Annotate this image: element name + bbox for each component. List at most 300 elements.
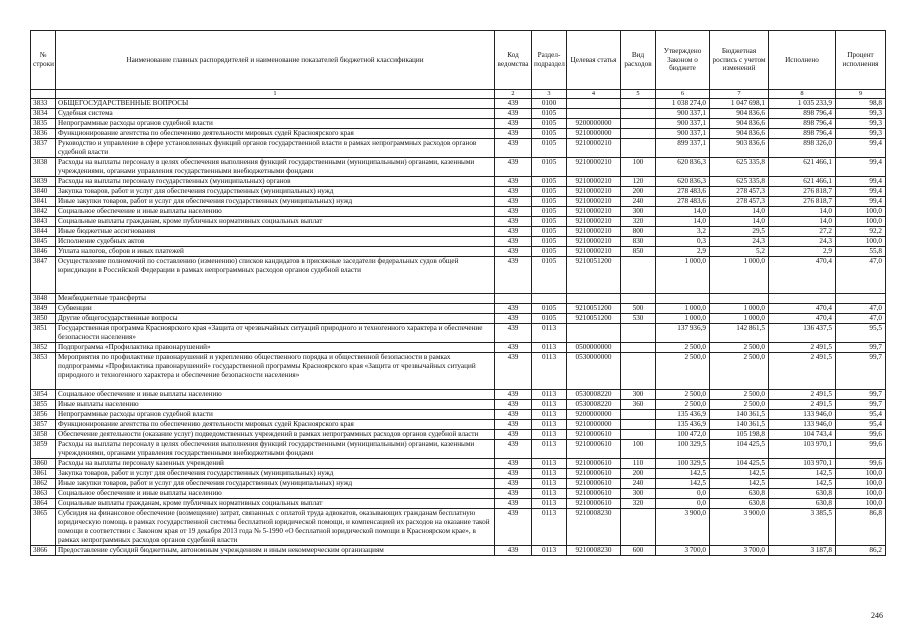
row-number-cell: 3863: [31, 489, 56, 499]
row-number-cell: 3849: [31, 304, 56, 314]
dept-code-cell: 439: [495, 197, 532, 207]
row-name-cell: Иные закупки товаров, работ и услуг для обеспечения государственных (муниципальных) нужд: [56, 479, 495, 489]
row-number-cell: 3858: [31, 430, 56, 440]
approved-amount-cell: 0,0: [656, 489, 710, 499]
table-row: [31, 430, 886, 440]
schedule-amount-cell: 5,2: [710, 247, 769, 257]
section-cell: 0113: [532, 353, 567, 390]
header-percent: Процент исполнения: [836, 31, 886, 90]
row-name-cell: Предоставление субсидий бюджетным, автономным учреждениям и иным некоммерческим организациям: [56, 546, 495, 556]
percent-cell: 99,7: [836, 400, 886, 410]
row-number-cell: 3846: [31, 247, 56, 257]
schedule-amount-cell: 3 700,0: [710, 546, 769, 556]
section-cell: 0105: [532, 158, 567, 177]
row-name-cell: Расходы на выплаты персоналу в целях обеспечения выполнения функций государственными (муниципальными) органами, казенными учреждениями, органами управления государственными внебюджетными фондами: [56, 440, 495, 459]
header-row-number: № строки: [31, 31, 56, 90]
section-cell: 0105: [532, 237, 567, 247]
row-number-cell: 3839: [31, 177, 56, 187]
approved-amount-cell: 278 483,6: [656, 187, 710, 197]
target-article-cell: 0530008220: [567, 390, 621, 400]
schedule-amount-cell: 1 000,0: [710, 304, 769, 314]
row-number-cell: 3842: [31, 207, 56, 217]
percent-cell: 99,6: [836, 459, 886, 469]
dept-code-cell: 439: [495, 430, 532, 440]
page-number: 246: [871, 611, 883, 620]
dept-code-cell: 439: [495, 509, 532, 546]
budget-execution-table: [30, 30, 886, 556]
row-name-cell: Функционирование агентства по обеспечению деятельности мировых судей Красноярского края: [56, 420, 495, 430]
row-number-cell: 3866: [31, 546, 56, 556]
table-row: [31, 546, 886, 556]
budget-table-sheet: [30, 30, 885, 556]
row-name-cell: Исполнение судебных актов: [56, 237, 495, 247]
row-name-cell: Другие общегосударственные вопросы: [56, 314, 495, 324]
percent-cell: 99,3: [836, 119, 886, 129]
percent-cell: 100,0: [836, 469, 886, 479]
table-row: [31, 217, 886, 227]
expense-type-cell: 850: [621, 247, 656, 257]
approved-amount-cell: 2 500,0: [656, 343, 710, 353]
dept-code-cell: 439: [495, 227, 532, 237]
column-number: 9: [836, 90, 886, 99]
row-name-cell: Подпрограмма «Профилактика правонарушений»: [56, 343, 495, 353]
approved-amount-cell: 3 700,0: [656, 546, 710, 556]
approved-amount-cell: 620 836,3: [656, 158, 710, 177]
expense-type-cell: 100: [621, 440, 656, 459]
expense-type-cell: [621, 257, 656, 294]
expense-type-cell: 300: [621, 489, 656, 499]
executed-amount-cell: 142,5: [769, 469, 836, 479]
approved-amount-cell: 100 329,5: [656, 440, 710, 459]
target-article-cell: 9210051200: [567, 304, 621, 314]
executed-amount-cell: 3 187,8: [769, 546, 836, 556]
row-number-cell: 3860: [31, 459, 56, 469]
table-row: [31, 227, 886, 237]
dept-code-cell: 439: [495, 324, 532, 343]
percent-cell: 95,5: [836, 324, 886, 343]
section-cell: 0105: [532, 119, 567, 129]
row-name-cell: Обеспечение деятельности (оказание услуг) подведомственных учреждений в рамках непрограммных расходов органов судебной власти: [56, 430, 495, 440]
schedule-amount-cell: 142 861,5: [710, 324, 769, 343]
section-cell: 0113: [532, 509, 567, 546]
dept-code-cell: 439: [495, 353, 532, 390]
row-name-cell: Социальное обеспечение и иные выплаты населению: [56, 489, 495, 499]
section-cell: 0113: [532, 324, 567, 343]
row-number-cell: 3834: [31, 109, 56, 119]
table-row: [31, 304, 886, 314]
target-article-cell: 9210000610: [567, 489, 621, 499]
executed-amount-cell: 898 796,4: [769, 109, 836, 119]
row-number-cell: 3862: [31, 479, 56, 489]
percent-cell: 99,7: [836, 390, 886, 400]
dept-code-cell: 439: [495, 217, 532, 227]
dept-code-cell: 439: [495, 109, 532, 119]
expense-type-cell: [621, 294, 656, 304]
expense-type-cell: [621, 129, 656, 139]
section-cell: 0113: [532, 459, 567, 469]
executed-amount-cell: 2 491,5: [769, 353, 836, 390]
section-cell: 0105: [532, 139, 567, 158]
executed-amount-cell: 898 796,4: [769, 119, 836, 129]
schedule-amount-cell: 625 335,8: [710, 177, 769, 187]
target-article-cell: 9210000210: [567, 227, 621, 237]
expense-type-cell: [621, 119, 656, 129]
approved-amount-cell: 2 500,0: [656, 353, 710, 390]
approved-amount-cell: 899 337,1: [656, 139, 710, 158]
target-article-cell: 9210051200: [567, 257, 621, 294]
target-article-cell: 9210000210: [567, 158, 621, 177]
table-row: [31, 237, 886, 247]
table-row: [31, 440, 886, 459]
row-name-cell: Непрограммные расходы органов судебной власти: [56, 410, 495, 420]
schedule-amount-cell: 904 836,6: [710, 129, 769, 139]
schedule-amount-cell: 630,8: [710, 499, 769, 509]
approved-amount-cell: 3,2: [656, 227, 710, 237]
approved-amount-cell: 0,0: [656, 499, 710, 509]
executed-amount-cell: 630,8: [769, 489, 836, 499]
row-name-cell: Социальное обеспечение и иные выплаты населению: [56, 207, 495, 217]
header-row: [31, 31, 886, 90]
schedule-amount-cell: 142,5: [710, 479, 769, 489]
row-name-cell: Иные закупки товаров, работ и услуг для обеспечения государственных (муниципальных) нужд: [56, 197, 495, 207]
row-name-cell: Социальные выплаты гражданам, кроме публичных нормативных социальных выплат: [56, 499, 495, 509]
table-row: [31, 207, 886, 217]
row-number-cell: 3865: [31, 509, 56, 546]
approved-amount-cell: 900 337,1: [656, 129, 710, 139]
executed-amount-cell: 133 946,0: [769, 410, 836, 420]
row-number-cell: 3848: [31, 294, 56, 304]
table-row: [31, 294, 886, 304]
executed-amount-cell: 103 970,1: [769, 440, 836, 459]
schedule-amount-cell: 140 361,5: [710, 410, 769, 420]
target-article-cell: 9210000610: [567, 499, 621, 509]
dept-code-cell: 439: [495, 410, 532, 420]
expense-type-cell: [621, 509, 656, 546]
expense-type-cell: 320: [621, 217, 656, 227]
section-cell: 0105: [532, 207, 567, 217]
row-number-cell: 3864: [31, 499, 56, 509]
table-row: [31, 158, 886, 177]
schedule-amount-cell: 278 457,3: [710, 197, 769, 207]
row-name-cell: Функционирование агентства по обеспечению деятельности мировых судей Красноярского края: [56, 129, 495, 139]
approved-amount-cell: 14,0: [656, 217, 710, 227]
column-number: 5: [621, 90, 656, 99]
table-row: [31, 139, 886, 158]
schedule-amount-cell: 2 500,0: [710, 390, 769, 400]
header-name: Наименование главных распорядителей и наименование показателей бюджетной классификации: [56, 31, 495, 90]
dept-code-cell: [495, 294, 532, 304]
dept-code-cell: 439: [495, 499, 532, 509]
approved-amount-cell: 2 500,0: [656, 400, 710, 410]
approved-amount-cell: 137 936,9: [656, 324, 710, 343]
approved-amount-cell: 1 038 274,0: [656, 99, 710, 109]
row-number-cell: 3838: [31, 158, 56, 177]
expense-type-cell: 200: [621, 187, 656, 197]
dept-code-cell: 439: [495, 469, 532, 479]
row-name-cell: Закупка товаров, работ и услуг для обеспечения государственных (муниципальных) нужд: [56, 469, 495, 479]
header-section: Раздел-подраздел: [532, 31, 567, 90]
target-article-cell: 9210000000: [567, 420, 621, 430]
row-name-cell: Расходы на выплаты персоналу государственных (муниципальных) органов: [56, 177, 495, 187]
percent-cell: 95,4: [836, 410, 886, 420]
target-article-cell: 9210000210: [567, 237, 621, 247]
dept-code-cell: 439: [495, 139, 532, 158]
row-number-cell: 3835: [31, 119, 56, 129]
row-name-cell: Межбюджетные трансферты: [56, 294, 495, 304]
row-number-cell: 3854: [31, 390, 56, 400]
row-name-cell: Непрограммные расходы органов судебной власти: [56, 119, 495, 129]
table-row: [31, 489, 886, 499]
percent-cell: 86,8: [836, 509, 886, 546]
section-cell: 0105: [532, 247, 567, 257]
section-cell: 0105: [532, 314, 567, 324]
expense-type-cell: 830: [621, 237, 656, 247]
schedule-amount-cell: 1 000,0: [710, 257, 769, 294]
approved-amount-cell: 142,5: [656, 479, 710, 489]
percent-cell: 47,0: [836, 257, 886, 294]
target-article-cell: 9200000000: [567, 119, 621, 129]
column-number: 6: [656, 90, 710, 99]
section-cell: 0100: [532, 99, 567, 109]
executed-amount-cell: 621 466,1: [769, 177, 836, 187]
executed-amount-cell: 276 818,7: [769, 187, 836, 197]
section-cell: 0113: [532, 489, 567, 499]
dept-code-cell: 439: [495, 314, 532, 324]
table-row: [31, 390, 886, 400]
dept-code-cell: 439: [495, 257, 532, 294]
executed-amount-cell: 27,2: [769, 227, 836, 237]
dept-code-cell: 439: [495, 489, 532, 499]
table-row: [31, 109, 886, 119]
approved-amount-cell: 142,5: [656, 469, 710, 479]
target-article-cell: 9210000610: [567, 440, 621, 459]
schedule-amount-cell: 2 500,0: [710, 353, 769, 390]
approved-amount-cell: 0,3: [656, 237, 710, 247]
percent-cell: 99,4: [836, 158, 886, 177]
section-cell: 0113: [532, 440, 567, 459]
target-article-cell: 9210051200: [567, 314, 621, 324]
table-row: [31, 499, 886, 509]
row-number-cell: 3841: [31, 197, 56, 207]
table-row: [31, 197, 886, 207]
executed-amount-cell: 470,4: [769, 304, 836, 314]
approved-amount-cell: 14,0: [656, 207, 710, 217]
row-number-cell: 3847: [31, 257, 56, 294]
section-cell: 0113: [532, 546, 567, 556]
row-name-cell: Закупка товаров, работ и услуг для обеспечения государственных (муниципальных) нужд: [56, 187, 495, 197]
expense-type-cell: 240: [621, 197, 656, 207]
target-article-cell: 9210000610: [567, 430, 621, 440]
header-executed: Исполнено: [769, 31, 836, 90]
row-name-cell: Расходы на выплаты персоналу в целях обеспечения выполнения функций государственными (муниципальными) органами, казенными учреждениями, органами управления государственными внебюджетными фондами: [56, 158, 495, 177]
schedule-amount-cell: 14,0: [710, 217, 769, 227]
percent-cell: 100,0: [836, 217, 886, 227]
row-name-cell: Иные выплаты населению: [56, 400, 495, 410]
row-number-cell: 3833: [31, 99, 56, 109]
schedule-amount-cell: 14,0: [710, 207, 769, 217]
table-row: [31, 479, 886, 489]
column-number: 3: [532, 90, 567, 99]
target-article-cell: 9210008230: [567, 546, 621, 556]
approved-amount-cell: 100 329,5: [656, 459, 710, 469]
expense-type-cell: [621, 420, 656, 430]
section-cell: 0113: [532, 390, 567, 400]
executed-amount-cell: 2 491,5: [769, 390, 836, 400]
section-cell: 0113: [532, 479, 567, 489]
schedule-amount-cell: 104 425,5: [710, 459, 769, 469]
expense-type-cell: 300: [621, 390, 656, 400]
target-article-cell: 9210000210: [567, 217, 621, 227]
target-article-cell: 9210000210: [567, 177, 621, 187]
section-cell: 0113: [532, 469, 567, 479]
approved-amount-cell: 2,9: [656, 247, 710, 257]
target-article-cell: 0530008220: [567, 400, 621, 410]
schedule-amount-cell: 105 198,8: [710, 430, 769, 440]
target-article-cell: 0500000000: [567, 343, 621, 353]
row-name-cell: Субсидия на финансовое обеспечение (возмещение) затрат, связанных с оплатой труда адвокатов, оказывающих гражданам бесплатную юридическую помощь в рамках государственной системы бесплатной юридической помощи, и компенсацией их расходов на оказание такой помощи в соответствии с Законом края от 19 декабря 2013 года № 5-1990 «О бесплатной юридической помощи в Красноярском крае», в рамках непрограммных расходов органов судебной власти: [56, 509, 495, 546]
table-row: [31, 420, 886, 430]
dept-code-cell: 439: [495, 440, 532, 459]
column-number: 7: [710, 90, 769, 99]
percent-cell: 100,0: [836, 489, 886, 499]
executed-amount-cell: 133 946,0: [769, 420, 836, 430]
dept-code-cell: 439: [495, 129, 532, 139]
percent-cell: 99,4: [836, 187, 886, 197]
executed-amount-cell: 2 491,5: [769, 400, 836, 410]
dept-code-cell: 439: [495, 177, 532, 187]
schedule-amount-cell: 104 425,5: [710, 440, 769, 459]
dept-code-cell: 439: [495, 459, 532, 469]
target-article-cell: [567, 109, 621, 119]
section-cell: 0113: [532, 343, 567, 353]
target-article-cell: [567, 324, 621, 343]
column-number: 8: [769, 90, 836, 99]
percent-cell: [836, 294, 886, 304]
section-cell: 0113: [532, 400, 567, 410]
section-cell: 0105: [532, 109, 567, 119]
executed-amount-cell: 142,5: [769, 479, 836, 489]
schedule-amount-cell: 904 836,6: [710, 119, 769, 129]
table-row: [31, 187, 886, 197]
schedule-amount-cell: 24,3: [710, 237, 769, 247]
row-number-cell: 3837: [31, 139, 56, 158]
target-article-cell: 9210000000: [567, 129, 621, 139]
table-row: [31, 247, 886, 257]
dept-code-cell: 439: [495, 119, 532, 129]
executed-amount-cell: 103 970,1: [769, 459, 836, 469]
schedule-amount-cell: 140 361,5: [710, 420, 769, 430]
section-cell: 0105: [532, 217, 567, 227]
expense-type-cell: 360: [621, 400, 656, 410]
dept-code-cell: 439: [495, 390, 532, 400]
expense-type-cell: 100: [621, 158, 656, 177]
approved-amount-cell: 1 000,0: [656, 304, 710, 314]
schedule-amount-cell: 630,8: [710, 489, 769, 499]
target-article-cell: 9210000210: [567, 207, 621, 217]
section-cell: 0105: [532, 257, 567, 294]
row-number-cell: 3850: [31, 314, 56, 324]
row-name-cell: Судебная система: [56, 109, 495, 119]
row-number-cell: 3857: [31, 420, 56, 430]
row-number-cell: 3859: [31, 440, 56, 459]
row-name-cell: Иные бюджетные ассигнования: [56, 227, 495, 237]
schedule-amount-cell: 904 836,6: [710, 109, 769, 119]
executed-amount-cell: 2 491,5: [769, 343, 836, 353]
row-name-cell: Расходы на выплаты персоналу казенных учреждений: [56, 459, 495, 469]
target-article-cell: 9210000610: [567, 459, 621, 469]
executed-amount-cell: 470,4: [769, 257, 836, 294]
target-article-cell: 9210000210: [567, 139, 621, 158]
dept-code-cell: 439: [495, 400, 532, 410]
executed-amount-cell: 1 035 233,9: [769, 99, 836, 109]
column-number-row: [31, 90, 886, 99]
percent-cell: 99,6: [836, 440, 886, 459]
approved-amount-cell: 900 337,1: [656, 109, 710, 119]
section-cell: 0105: [532, 227, 567, 237]
dept-code-cell: 439: [495, 546, 532, 556]
expense-type-cell: [621, 109, 656, 119]
table-row: [31, 509, 886, 546]
executed-amount-cell: 136 437,5: [769, 324, 836, 343]
section-cell: 0105: [532, 304, 567, 314]
row-name-cell: Субвенции: [56, 304, 495, 314]
executed-amount-cell: 14,0: [769, 217, 836, 227]
section-cell: 0113: [532, 499, 567, 509]
row-number-cell: 3840: [31, 187, 56, 197]
expense-type-cell: [621, 99, 656, 109]
approved-amount-cell: 278 483,6: [656, 197, 710, 207]
approved-amount-cell: [656, 294, 710, 304]
column-number: 2: [495, 90, 532, 99]
expense-type-cell: 300: [621, 207, 656, 217]
approved-amount-cell: 1 000,0: [656, 257, 710, 294]
target-article-cell: [567, 99, 621, 109]
schedule-amount-cell: 142,5: [710, 469, 769, 479]
section-cell: 0113: [532, 420, 567, 430]
target-article-cell: 9210000210: [567, 187, 621, 197]
expense-type-cell: [621, 343, 656, 353]
table-row: [31, 400, 886, 410]
row-name-cell: Уплата налогов, сборов и иных платежей: [56, 247, 495, 257]
row-name-cell: Социальное обеспечение и иные выплаты населению: [56, 390, 495, 400]
column-number: 1: [56, 90, 495, 99]
target-article-cell: 9210000210: [567, 247, 621, 257]
percent-cell: 99,7: [836, 343, 886, 353]
percent-cell: 99,3: [836, 109, 886, 119]
schedule-amount-cell: 1 000,0: [710, 314, 769, 324]
dept-code-cell: 439: [495, 247, 532, 257]
dept-code-cell: 439: [495, 237, 532, 247]
percent-cell: 98,8: [836, 99, 886, 109]
expense-type-cell: [621, 324, 656, 343]
column-number: [31, 90, 56, 99]
percent-cell: 55,8: [836, 247, 886, 257]
target-article-cell: 0530000000: [567, 353, 621, 390]
table-row: [31, 314, 886, 324]
section-cell: 0105: [532, 197, 567, 207]
executed-amount-cell: 621 466,1: [769, 158, 836, 177]
approved-amount-cell: 900 337,1: [656, 119, 710, 129]
header-target-article: Целевая статья: [567, 31, 621, 90]
row-name-cell: Руководство и управление в сфере установленных функций органов государственной власти в рамках непрограммных расходов органов судебной власти: [56, 139, 495, 158]
percent-cell: 47,0: [836, 314, 886, 324]
schedule-amount-cell: 1 047 698,1: [710, 99, 769, 109]
schedule-amount-cell: 2 500,0: [710, 400, 769, 410]
target-article-cell: 9210000210: [567, 197, 621, 207]
percent-cell: 99,4: [836, 197, 886, 207]
expense-type-cell: [621, 139, 656, 158]
row-number-cell: 3852: [31, 343, 56, 353]
